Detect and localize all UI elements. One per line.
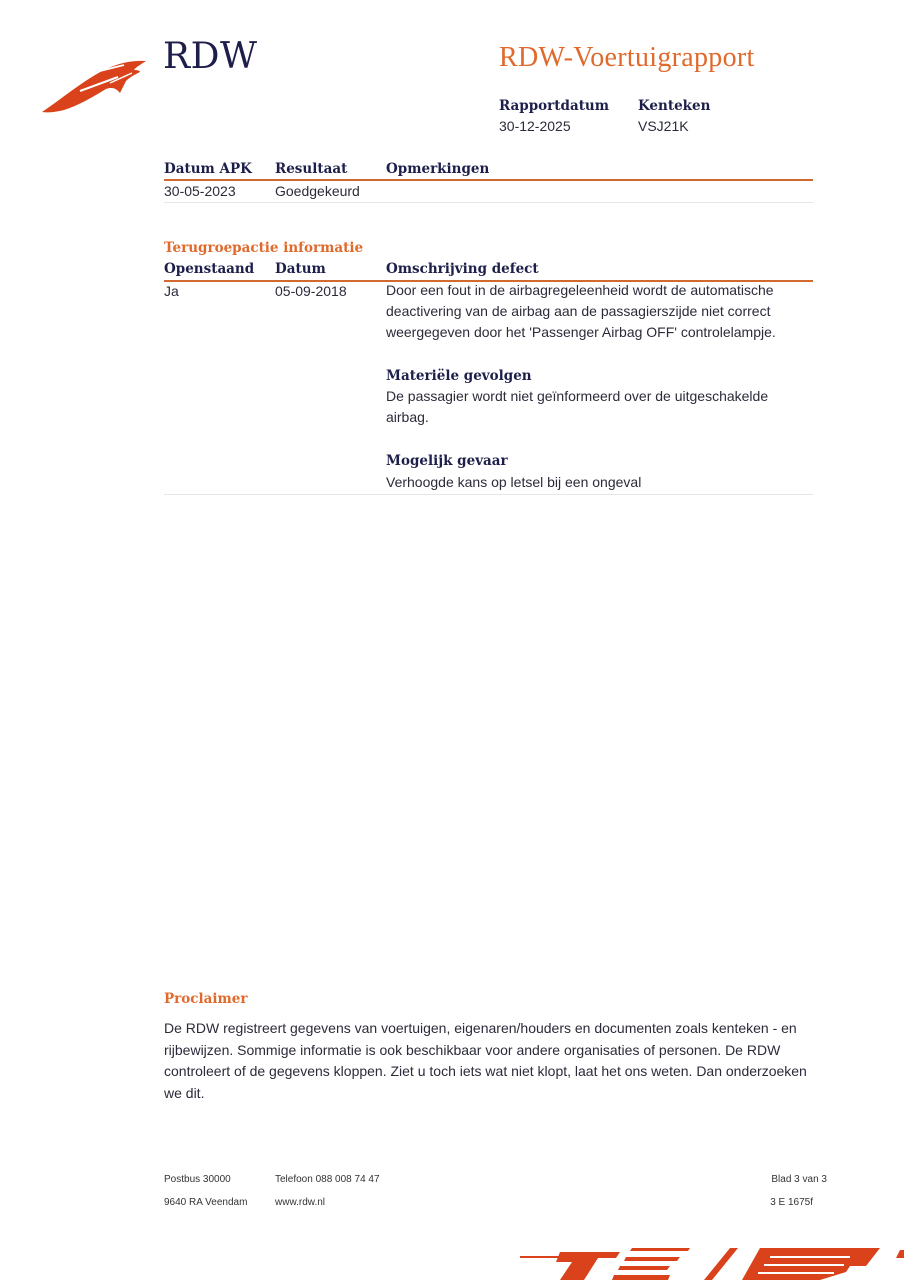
mogelijk-gevaar-label: Mogelijk gevaar	[386, 453, 508, 469]
footer-phone: Telefoon 088 008 74 47	[275, 1174, 380, 1185]
kenteken-label: Kenteken	[638, 98, 711, 114]
apk-header-divider	[164, 179, 813, 181]
recall-col-datum: Datum	[275, 261, 326, 277]
materiele-gevolgen-text: De passagier wordt niet geïnformeerd over de uitgeschakelde airbag.	[386, 388, 769, 425]
apk-col-resultaat: Resultaat	[275, 161, 348, 177]
recall-row-divider	[164, 494, 813, 495]
apk-row-datum: 30-05-2023	[164, 183, 236, 199]
proclaimer-text: De RDW registreert gegevens van voertuigen, eigenaren/houders en documenten zoals kenteken - en rijbewijzen. Sommige informatie is ook beschikbaar voor andere organisaties of personen. De RDW controleert of de gegevens kloppen. Ziet u toch iets wat niet klopt, laat het ons weten. Dan onderzoeken we dit.	[164, 1020, 807, 1101]
footer-address-line2: 9640 RA Veendam	[164, 1197, 248, 1208]
footer-website[interactable]: www.rdw.nl	[275, 1197, 326, 1208]
kenteken-value: VSJ21K	[638, 118, 689, 134]
footer-document-code: 3 E 1675f	[770, 1197, 813, 1208]
apk-row-resultaat: Goedgekeurd	[275, 183, 360, 199]
rapportdatum-value: 30-12-2025	[499, 118, 571, 134]
rapportdatum-label: Rapportdatum	[499, 98, 610, 114]
materiele-gevolgen-label: Materiële gevolgen	[386, 368, 532, 384]
recall-col-openstaand: Openstaand	[164, 261, 255, 277]
mogelijk-gevaar-text: Verhoogde kans op letsel bij een ongeval	[386, 474, 642, 490]
footer-page-number: Blad 3 van 3	[771, 1174, 827, 1185]
recall-row-datum: 05-09-2018	[275, 283, 347, 299]
recall-col-omschrijving: Omschrijving defect	[386, 261, 539, 277]
recall-section-title: Terugroepactie informatie	[164, 240, 364, 256]
brand-stripes-icon	[520, 1244, 904, 1280]
recall-row-openstaand: Ja	[164, 283, 179, 299]
footer-address-line1: Postbus 30000	[164, 1174, 231, 1185]
apk-col-datum: Datum APK	[164, 161, 252, 177]
proclaimer-title: Proclaimer	[164, 991, 248, 1007]
recall-row-omschrijving: Door een fout in de airbagregeleenheid wordt de automatische deactivering van de airbag aan de passagierszijde niet correct weergegeven door het 'Passenger Airbag OFF' controlelampje.	[386, 282, 776, 340]
apk-col-opmerkingen: Opmerkingen	[386, 161, 490, 177]
page-title: RDW-Voertuigrapport	[499, 42, 755, 73]
logo-text: RDW	[163, 36, 258, 77]
apk-row-divider	[164, 202, 813, 203]
rdw-logo-icon	[40, 55, 150, 115]
